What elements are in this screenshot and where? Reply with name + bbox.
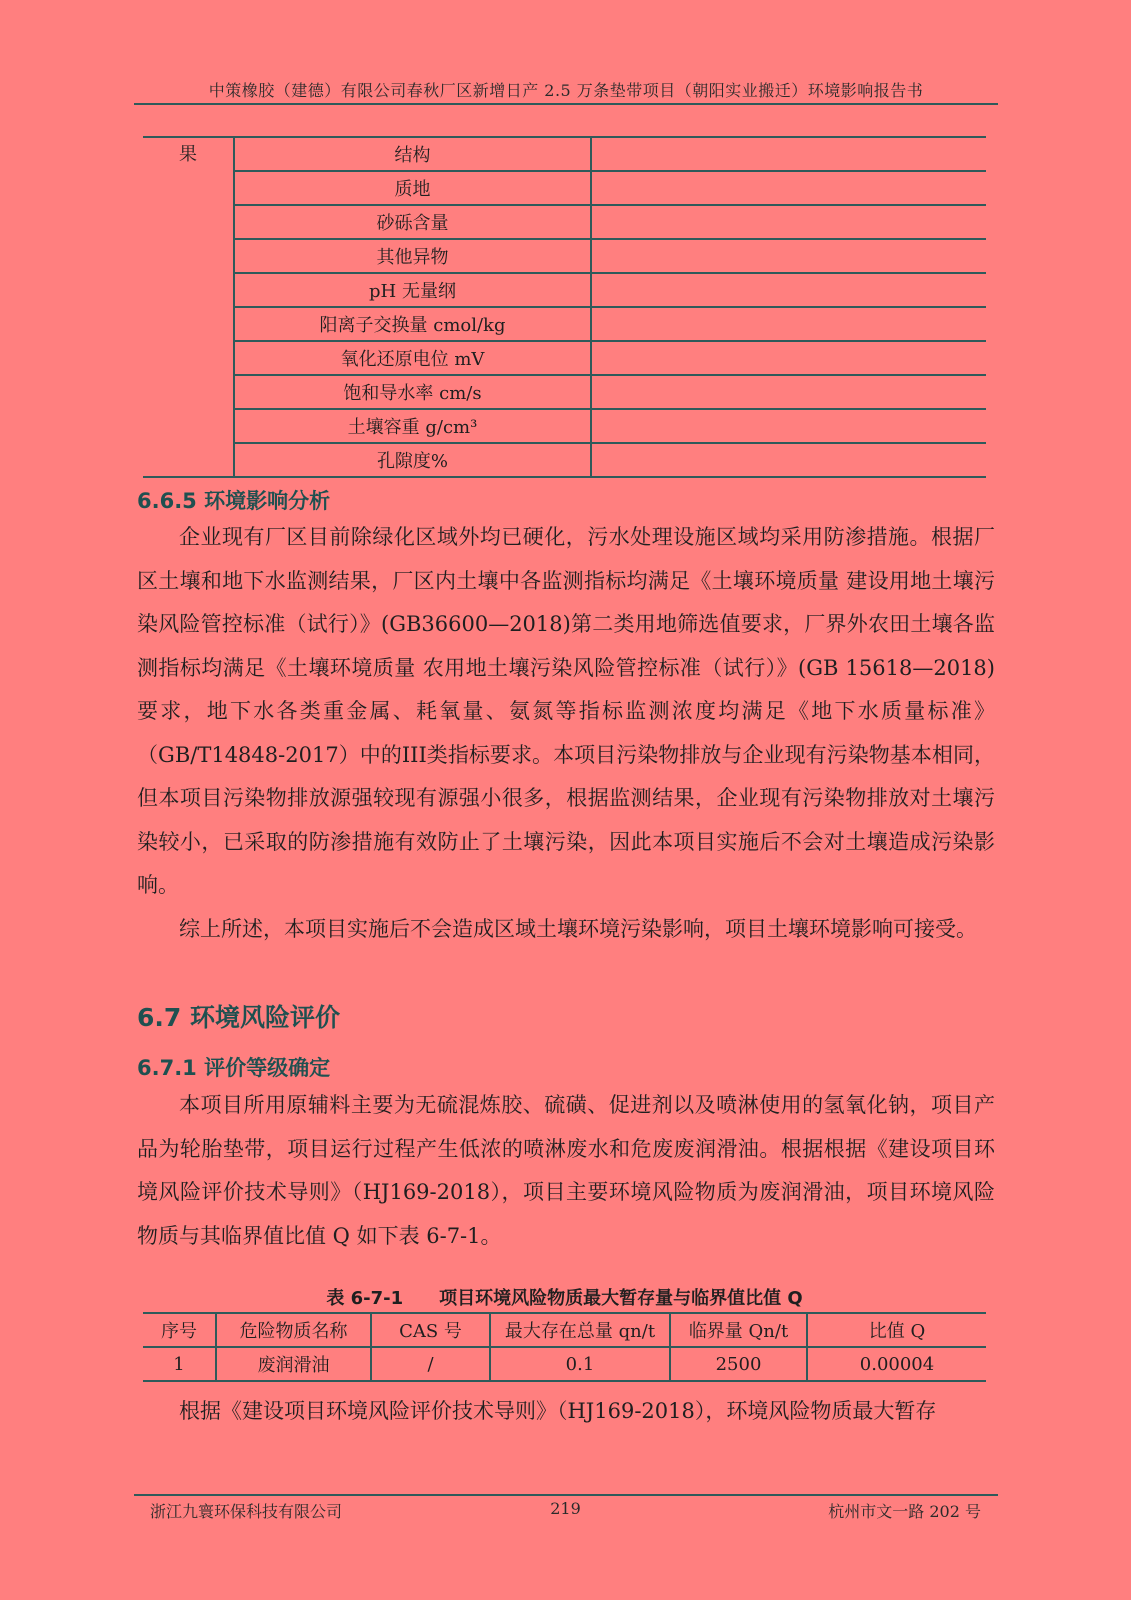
item-cell: 结构: [234, 137, 591, 171]
column-header: 最大存在总量 qn/t: [490, 1313, 670, 1347]
item-cell: 孔隙度%: [234, 443, 591, 477]
table-row: [143, 307, 986, 341]
table-row: [143, 205, 986, 239]
value-cell: [591, 171, 986, 205]
value-cell: [591, 137, 986, 171]
table-cell: 2500: [670, 1347, 807, 1381]
table-cell: /: [371, 1347, 490, 1381]
page-header: 中策橡胶（建德）有限公司春秋厂区新增日产 2.5 万条垫带项目（朝阳实业搬迁）环境影响报告书: [208, 81, 924, 100]
table-row: [143, 341, 986, 375]
table-row: [143, 409, 986, 443]
soil-property-table: [143, 136, 986, 478]
table-header-row: [143, 1313, 986, 1347]
item-cell: 土壤容重 g/cm³: [234, 409, 591, 443]
value-cell: [591, 409, 986, 443]
column-header: 序号: [143, 1313, 216, 1347]
table-cell: 1: [143, 1347, 216, 1381]
value-cell: [591, 239, 986, 273]
value-cell: [591, 375, 986, 409]
paragraph-soil-analysis: 企业现有厂区目前除绿化区域外均已硬化，污水处理设施区域均采用防渗措施。根据厂区土壤和地下水监测结果，厂区内土壤中各监测指标均满足《土壤环境质量 建设用地土壤污染风险管控标准（试行）》(GB36600—2018)第二类用地筛选值要求，厂界外农田土壤各监测指标均满足《土壤环境质量 农用地土壤污染风险管控标准（试行）》(GB 15618—2018)要求，地下水各类重金属、耗氧量、氨氮等指标监测浓度均满足《地下水质量标准》（GB/T14848-2017）中的III类指标要求。本项目污染物排放与企业现有污染物基本相同，但本项目污染物排放源强较现有源强小很多，根据监测结果，企业现有污染物排放对土壤污染较小，已采取的防渗措施有效防止了土壤污染，因此本项目实施后不会对土壤造成污染影响。: [137, 525, 995, 897]
table-row: [143, 443, 986, 477]
table-row: [143, 1347, 986, 1381]
paragraph-after-table: 根据《建设项目环境风险评价技术导则》（HJ169-2018），环境风险物质最大暂存: [179, 1399, 937, 1423]
item-cell: 阳离子交换量 cmol/kg: [234, 307, 591, 341]
footer-address: 杭州市文一路 202 号: [828, 1502, 981, 1521]
item-cell: 砂砾含量: [234, 205, 591, 239]
section-heading-6-7-1: 6.7.1 评价等级确定: [137, 1056, 331, 1080]
risk-substance-table: [143, 1312, 986, 1382]
table-row: [143, 273, 986, 307]
table-cell: 0.00004: [859, 1353, 935, 1375]
group-label-cell: 果: [143, 137, 234, 477]
column-header: 临界量 Qn/t: [670, 1313, 807, 1347]
value-cell: [591, 443, 986, 477]
paragraph-soil-conclusion: 综上所述，本项目实施后不会造成区域土壤环境污染影响，项目土壤环境影响可接受。: [179, 917, 977, 941]
paragraph-risk-level: 本项目所用原辅料主要为无硫混炼胶、硫磺、促进剂以及喷淋使用的氢氧化钠，项目产品为轮胎垫带，项目运行过程产生低浓的喷淋废水和危废废润滑油。根据根据《建设项目环境风险评价技术导则》（HJ169-2018），项目主要环境风险物质为废润滑油，项目环境风险物质与其临界值比值 Q 如下表 6-7-1。: [137, 1093, 995, 1248]
item-cell: 质地: [234, 171, 591, 205]
column-header: CAS 号: [371, 1313, 490, 1347]
value-cell: [591, 205, 986, 239]
item-cell: pH 无量纲: [234, 273, 591, 307]
value-cell: [591, 273, 986, 307]
table-row: [143, 239, 986, 273]
table-cell: 废润滑油: [216, 1347, 371, 1381]
value-cell: [591, 307, 986, 341]
table-cell: 0.1: [490, 1347, 670, 1381]
header-rule: [134, 103, 998, 105]
table-row: [143, 171, 986, 205]
table-row: [143, 137, 986, 171]
table-row: [143, 375, 986, 409]
column-header: 危险物质名称: [216, 1313, 371, 1347]
page-number: 219: [550, 1499, 581, 1518]
table-caption: 表 6-7-1 项目环境风险物质最大暂存量与临界值比值 Q: [326, 1288, 803, 1309]
section-heading-6-7: 6.7 环境风险评价: [137, 1003, 340, 1032]
footer-company: 浙江九寰环保科技有限公司: [150, 1502, 343, 1521]
item-cell: 饱和导水率 cm/s: [234, 375, 591, 409]
value-cell: [591, 341, 986, 375]
section-heading-6-6-5: 6.6.5 环境影响分析: [137, 489, 331, 513]
item-cell: 氧化还原电位 mV: [234, 341, 591, 375]
column-header: 比值 Q: [868, 1321, 926, 1342]
footer-rule: [134, 1494, 998, 1496]
item-cell: 其他异物: [234, 239, 591, 273]
